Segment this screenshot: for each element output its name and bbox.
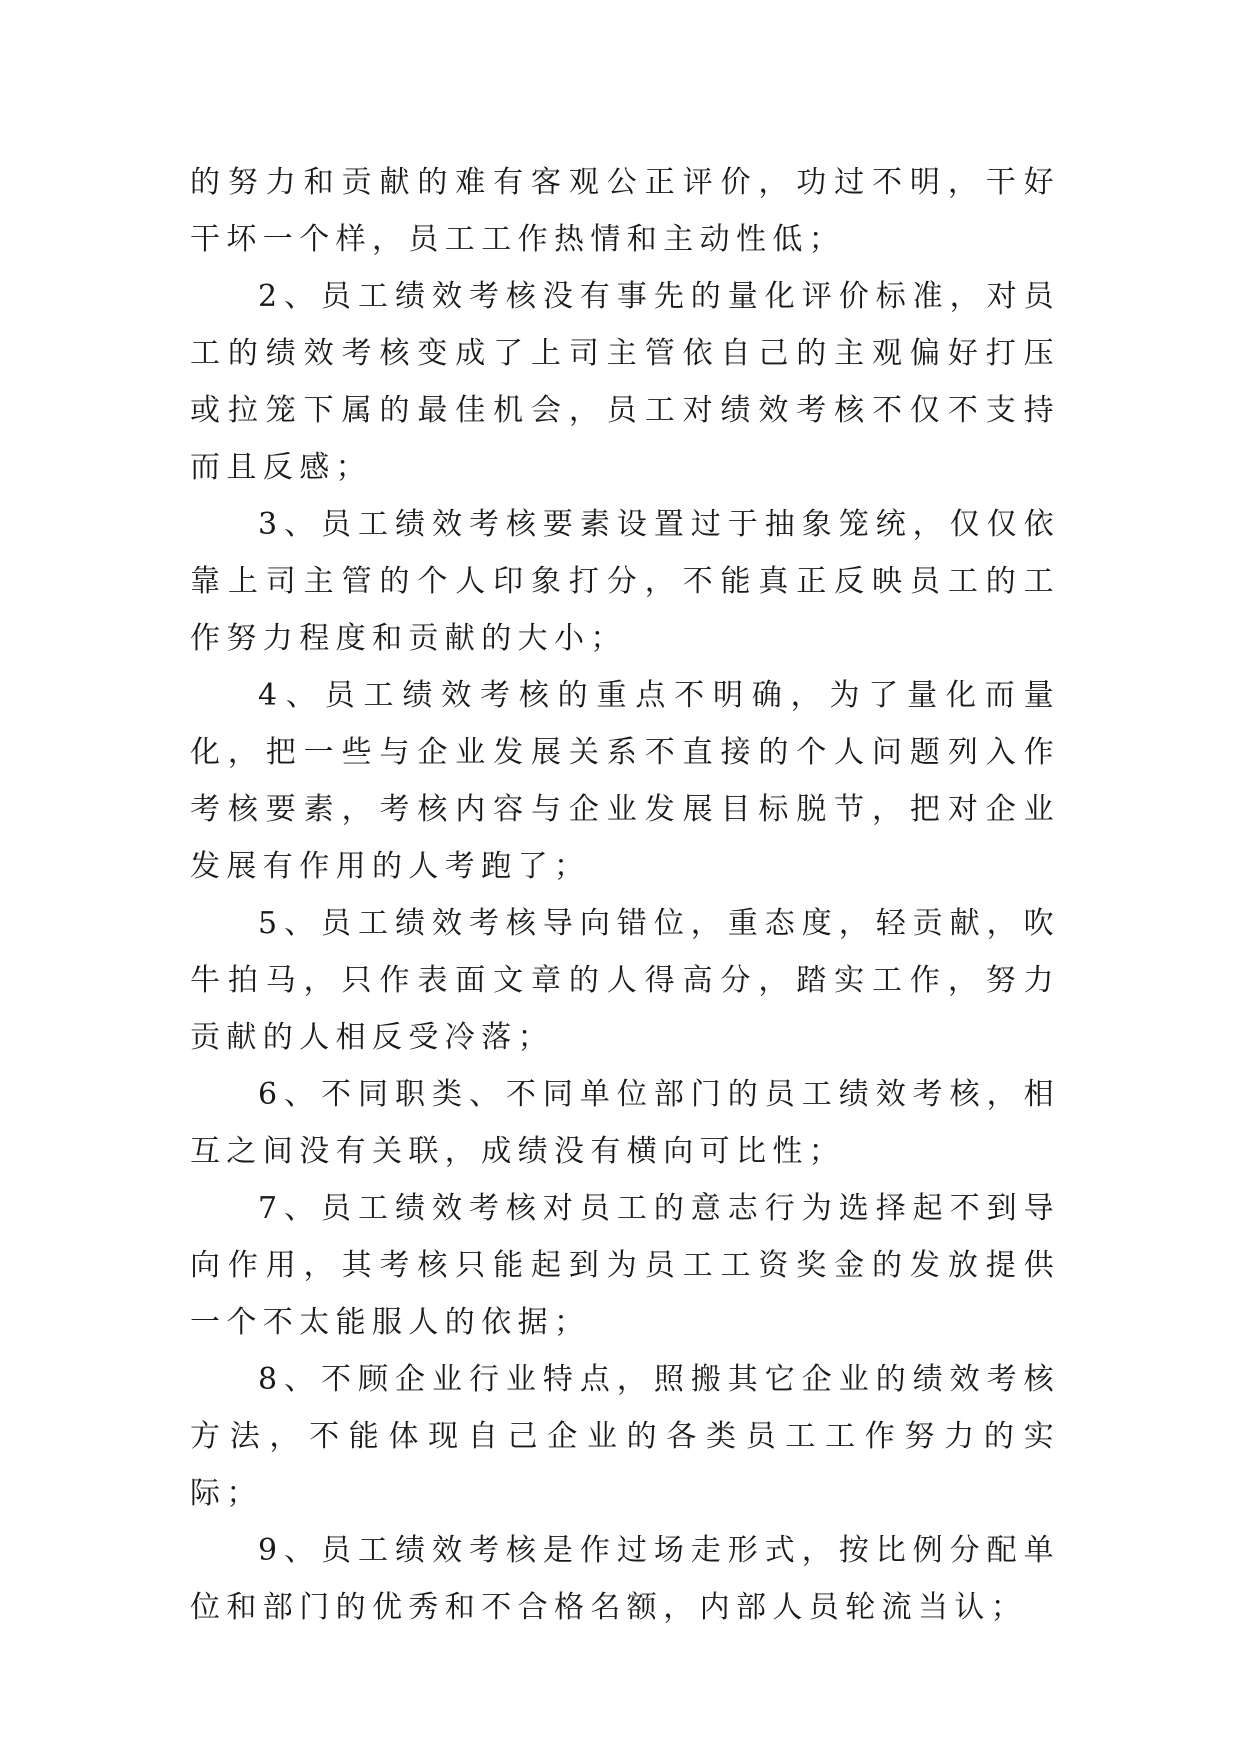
paragraph-item-8: 8、不顾企业行业特点，照搬其它企业的绩效考核方法，不能体现自己企业的各类员工工作努力的实际；: [190, 1362, 1060, 1511]
paragraph-item-6: 6、不同职类、不同单位部门的员工绩效考核，相互之间没有关联，成绩没有横向可比性；: [190, 1077, 1060, 1169]
paragraph-item-5: 5、员工绩效考核导向错位，重态度，轻贡献，吹牛拍马，只作表面文章的人得高分，踏实工作，努力贡献的人相反受冷落；: [190, 906, 1060, 1055]
paragraph-item-3: 3、员工绩效考核要素设置过于抽象笼统，仅仅依靠上司主管的个人印象打分，不能真正反映员工的工作努力程度和贡献的大小；: [190, 507, 1060, 656]
paragraph-continuation: 的努力和贡献的难有客观公正评价，功过不明，干好干坏一个样，员工工作热情和主动性低；: [190, 165, 1060, 257]
paragraph-item-4: 4、员工绩效考核的重点不明确，为了量化而量化，把一些与企业发展关系不直接的个人问题列入作考核要素，考核内容与企业发展目标脱节，把对企业发展有作用的人考跑了；: [190, 678, 1060, 884]
paragraph-item-7: 7、员工绩效考核对员工的意志行为选择起不到导向作用，其考核只能起到为员工工资奖金的发放提供一个不太能服人的依据；: [190, 1191, 1060, 1340]
document-body: [190, 154, 1060, 1636]
paragraph-item-2: 2、员工绩效考核没有事先的量化评价标准，对员工的绩效考核变成了上司主管依自己的主观偏好打压或拉笼下属的最佳机会，员工对绩效考核不仅不支持而且反感；: [190, 279, 1060, 485]
paragraph-item-9: 9、员工绩效考核是作过场走形式，按比例分配单位和部门的优秀和不合格名额，内部人员轮流当认；: [190, 1533, 1060, 1625]
